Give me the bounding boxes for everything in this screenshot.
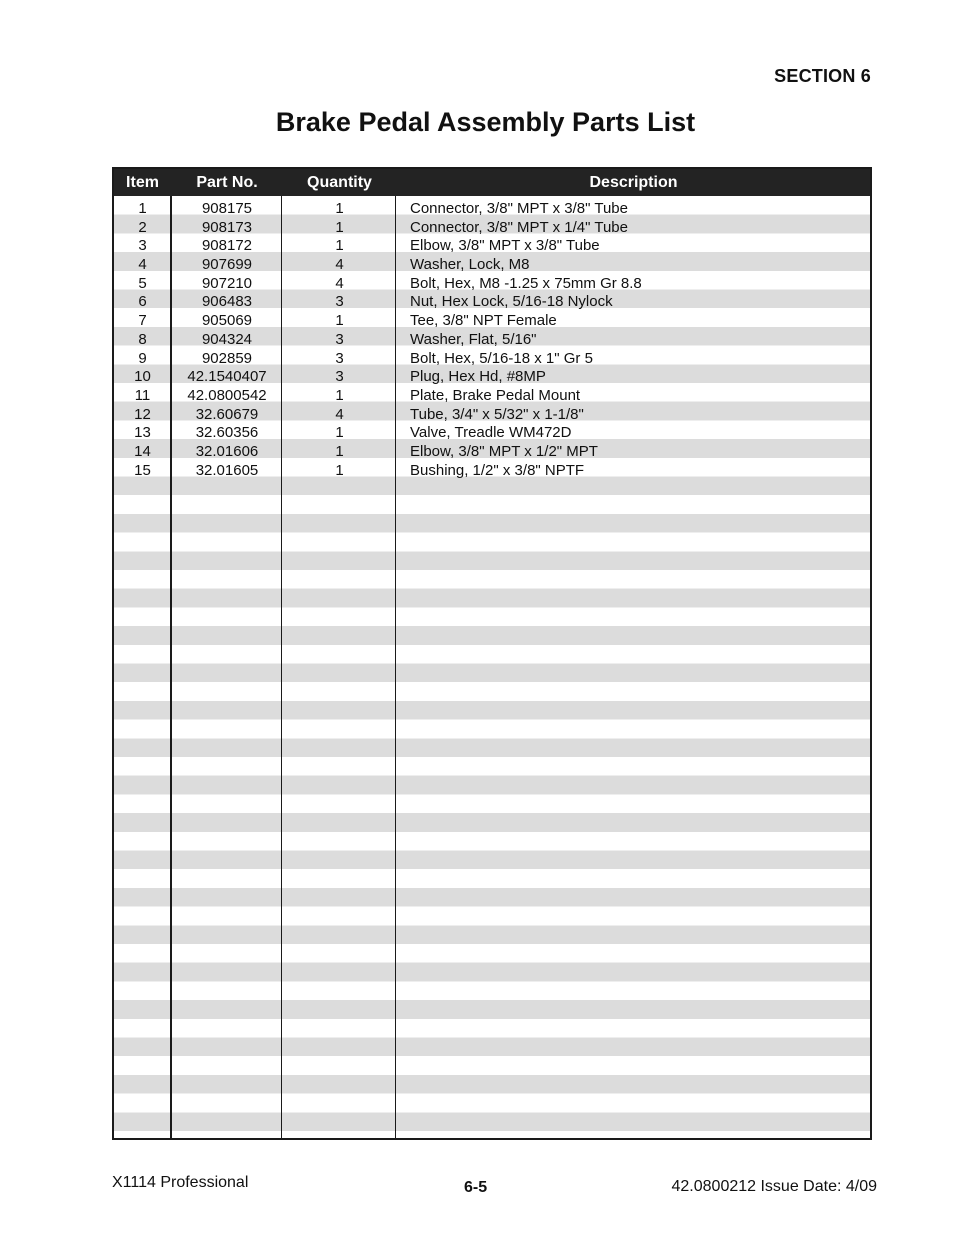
quantity-cell: 3 [335,368,344,386]
footer-page-number: 6-5 [464,1179,488,1196]
description-cell: Elbow, 3/8" MPT x 1/2" MPT [410,442,598,460]
part-no-cell: 32.01605 [195,461,259,479]
item-cell: 7 [138,312,147,330]
table-row [114,443,870,462]
column-header-quantity: Quantity [307,174,372,191]
footer-doc-info: 42.0800212 Issue Date: 4/09 [671,1178,877,1195]
part-no-cell: 42.0800542 [187,386,267,404]
item-cell: 15 [134,461,151,479]
quantity-cell: 1 [335,218,344,236]
description-cell: Nut, Hex Lock, 5/16-18 Nylock [410,293,613,311]
table-body [114,200,870,480]
item-cell: 14 [134,442,151,460]
table-row [114,368,870,387]
table-row [114,312,870,331]
item-cell: 3 [138,237,147,255]
table-row [114,219,870,238]
description-cell: Bolt, Hex, 5/16-18 x 1" Gr 5 [410,349,593,367]
quantity-cell: 3 [335,330,344,348]
quantity-cell: 4 [335,274,344,292]
table-row [114,424,870,443]
description-cell: Bushing, 1/2" x 3/8" NPTF [410,461,585,479]
item-cell: 1 [138,200,147,217]
quantity-cell: 1 [335,386,344,404]
table-row [114,331,870,350]
item-cell: 6 [138,293,147,311]
footer-product: X1114 Professional [112,1174,249,1191]
description-cell: Valve, Treadle WM472D [410,424,572,442]
quantity-cell: 4 [335,256,344,274]
item-cell: 13 [134,424,151,442]
quantity-cell: 1 [335,200,344,217]
description-cell: Elbow, 3/8" MPT x 3/8" Tube [410,237,600,255]
item-cell: 8 [138,330,147,348]
table-row [114,293,870,312]
part-no-cell: 907699 [201,256,253,274]
item-cell: 11 [134,386,151,404]
table-row [114,462,870,481]
section-label: SECTION 6 [774,66,871,86]
column-divider [170,169,172,1138]
description-cell: Bolt, Hex, M8 -1.25 x 75mm Gr 8.8 [410,274,642,292]
description-cell: Plate, Brake Pedal Mount [410,386,581,404]
description-cell: Washer, Lock, M8 [410,256,530,274]
part-no-cell: 908175 [201,200,253,217]
item-cell: 9 [138,349,147,367]
column-divider [281,169,282,1138]
item-cell: 4 [138,256,147,274]
column-header-description: Description [589,174,678,191]
table-row [114,237,870,256]
part-no-cell: 907210 [201,274,253,292]
quantity-cell: 1 [335,424,344,442]
table-row [114,200,870,219]
parts-table [112,167,872,1140]
column-divider [395,169,396,1138]
table-row [114,256,870,275]
description-cell: Tee, 3/8" NPT Female [410,312,557,330]
quantity-cell: 3 [335,349,344,367]
quantity-cell: 1 [335,312,344,330]
item-cell: 12 [134,405,151,423]
part-no-cell: 908173 [201,218,253,236]
part-no-cell: 908172 [201,237,253,255]
description-cell: Connector, 3/8" MPT x 3/8" Tube [410,200,628,217]
part-no-cell: 904324 [201,330,253,348]
table-row [114,387,870,406]
quantity-cell: 1 [335,461,344,479]
item-cell: 2 [138,218,147,236]
part-no-cell: 32.01606 [195,442,259,460]
page-title: Brake Pedal Assembly Parts List [275,107,696,137]
table-row [114,350,870,369]
quantity-cell: 3 [335,293,344,311]
column-header-part-no: Part No. [196,174,258,191]
description-cell: Plug, Hex Hd, #8MP [410,368,546,386]
part-no-cell: 32.60679 [195,405,259,423]
quantity-cell: 4 [335,405,344,423]
part-no-cell: 906483 [201,293,253,311]
item-cell: 5 [138,274,147,292]
description-cell: Washer, Flat, 5/16" [410,330,537,348]
part-no-cell: 905069 [201,312,253,330]
description-cell: Connector, 3/8" MPT x 1/4" Tube [410,218,628,236]
table-row [114,275,870,294]
part-no-cell: 42.1540407 [187,368,267,386]
quantity-cell: 1 [335,237,344,255]
item-cell: 10 [134,368,151,386]
table-header [114,169,870,196]
column-header-item: Item [126,174,159,191]
description-cell: Tube, 3/4" x 5/32" x 1-1/8" [410,405,584,423]
quantity-cell: 1 [335,442,344,460]
part-no-cell: 32.60356 [195,424,259,442]
table-row [114,406,870,425]
part-no-cell: 902859 [201,349,253,367]
